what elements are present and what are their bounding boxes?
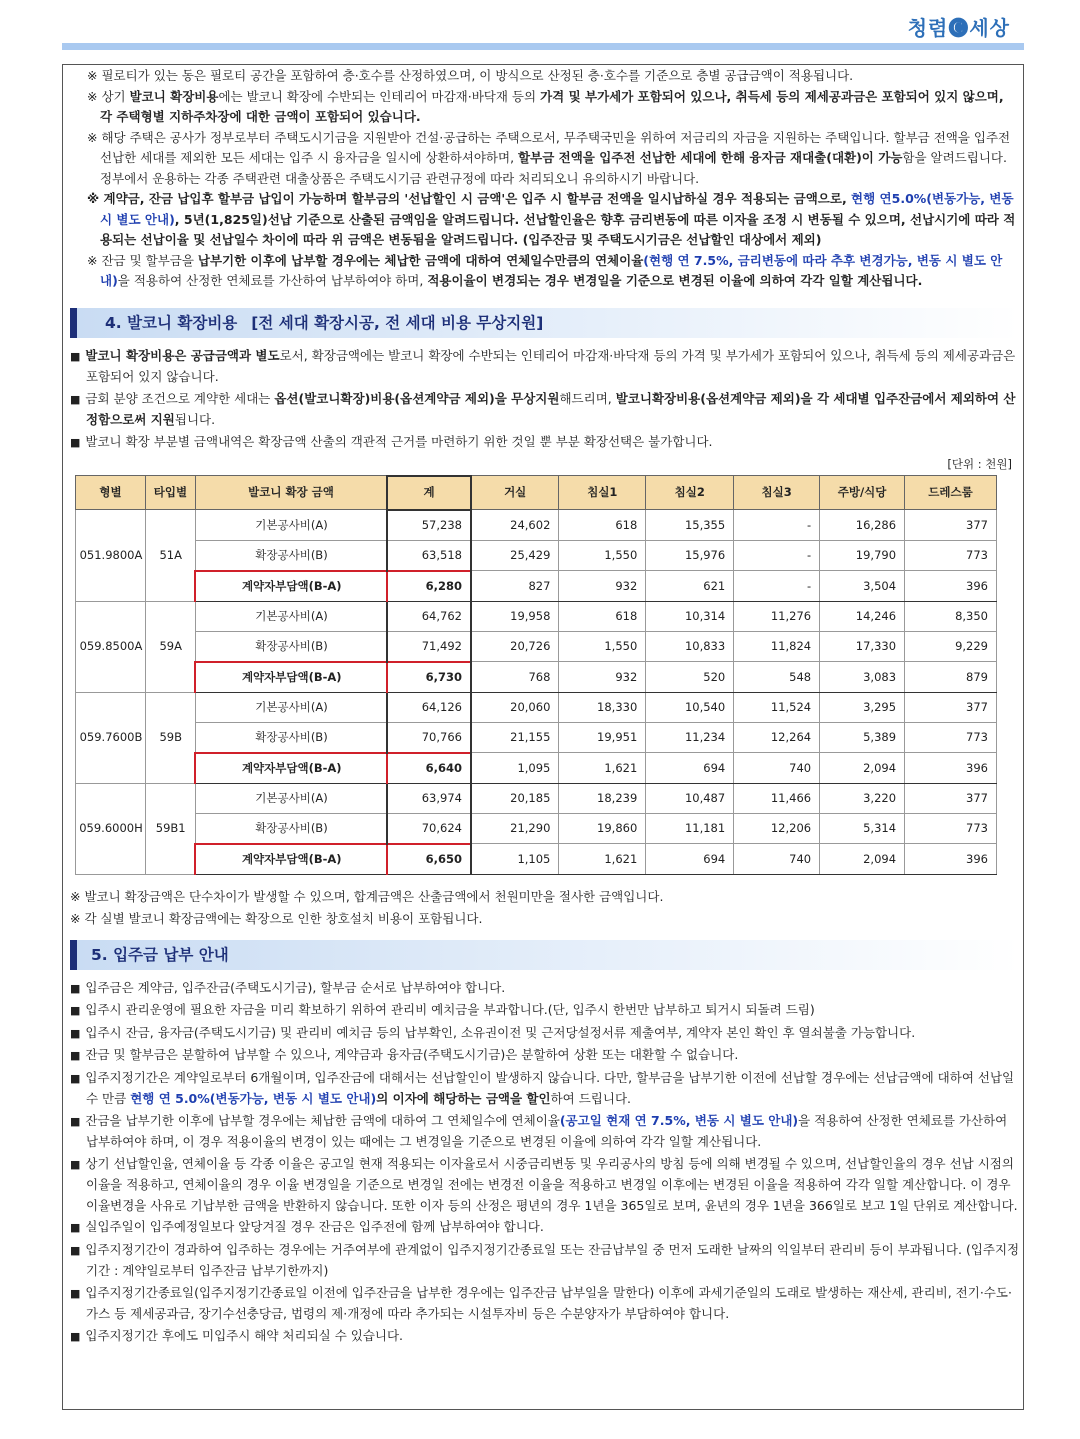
cell-value: 18,239: [559, 783, 646, 813]
cell-value: 71,492: [387, 631, 471, 662]
col-header: 침실1: [559, 476, 646, 510]
cell-housing-type: 051.9800A: [76, 510, 146, 602]
cell-value: 618: [559, 510, 646, 541]
col-header: 발코니 확장 금액: [195, 476, 387, 510]
table-row: [76, 540, 997, 571]
col-header: 주방/식당: [820, 476, 905, 510]
cell-value: 773: [905, 813, 997, 844]
cell-value: 3,504: [820, 571, 905, 602]
cell-value: 768: [471, 662, 559, 693]
cell-value: 5,314: [820, 813, 905, 844]
cell-value: 24,602: [471, 510, 559, 541]
cell-value: 19,790: [820, 540, 905, 571]
section-4-title: 4. 발코니 확장비용 [전 세대 확장시공, 전 세대 비용 무상지원]: [70, 308, 1020, 338]
cell-value: 57,238: [387, 510, 471, 541]
cell-value: 19,860: [559, 813, 646, 844]
table-row: [76, 753, 997, 784]
cell-value: 548: [734, 662, 820, 693]
cell-value: 1,550: [559, 540, 646, 571]
cell-cost-label: 기본공사비(A): [195, 601, 387, 631]
cell-value: 16,286: [820, 510, 905, 541]
cell-value: 64,762: [387, 601, 471, 631]
cell-value: 2,094: [820, 844, 905, 875]
cell-sub-type: 51A: [145, 510, 195, 602]
cell-cost-label: 확장공사비(B): [195, 631, 387, 662]
table-row: [76, 813, 997, 844]
cell-value: 694: [646, 844, 734, 875]
table-row: [76, 601, 997, 631]
cell-value: 15,355: [646, 510, 734, 541]
cell-value: 1,621: [559, 844, 646, 875]
table-row: [76, 783, 997, 813]
s5-bullet-5: ■ 입주지정기간은 계약일로부터 6개월이며, 입주잔금에 대해서는 선납할인이 발생하지 않습니다. 다만, 할부금을 납부기한 이전에 선납할 경우에는 선납금액에 대하여 선납일수 만큼 현행 연 5.0%(변동가능, 변동 시 별도 안내)의 이자에 해당하는 금액을 할인하여 드립니다.: [70, 1068, 1020, 1110]
cell-value: 11,824: [734, 631, 820, 662]
top-accent-bar: [62, 43, 1024, 50]
table-unit: [단위 : 천원]: [947, 457, 1012, 471]
cell-value: 11,181: [646, 813, 734, 844]
cell-cost-label: 계약자부담액(B-A): [195, 662, 387, 693]
cell-value: 10,540: [646, 692, 734, 722]
cell-cost-label: 계약자부담액(B-A): [195, 753, 387, 784]
cell-cost-label: 계약자부담액(B-A): [195, 571, 387, 602]
table-row: [76, 692, 997, 722]
s5-bullet-2: ■ 입주시 관리운영에 필요한 자금을 미리 확보하기 위하여 관리비 예치금을 부과합니다.(단, 입주시 한번만 납부하고 퇴거시 되돌려 드림): [70, 1000, 1020, 1022]
table-row: [76, 662, 997, 693]
cell-value: 19,951: [559, 722, 646, 753]
cell-value: 932: [559, 571, 646, 602]
table-row: [76, 510, 997, 541]
cell-cost-label: 확장공사비(B): [195, 813, 387, 844]
cell-value: 20,185: [471, 783, 559, 813]
cell-value: 396: [905, 571, 997, 602]
cell-value: 5,389: [820, 722, 905, 753]
cell-value: 8,350: [905, 601, 997, 631]
cell-value: 21,290: [471, 813, 559, 844]
cell-value: 618: [559, 601, 646, 631]
balcony-cost-table: [75, 475, 997, 875]
s5-bullet-4: ■ 잔금 및 할부금은 분할하여 납부할 수 있으나, 계약금과 융자금(주택도시기금)은 분할하여 상환 또는 대환할 수 없습니다.: [70, 1045, 1020, 1067]
cell-value: 377: [905, 510, 997, 541]
cell-value: 25,429: [471, 540, 559, 571]
cell-value: 11,234: [646, 722, 734, 753]
cell-cost-label: 확장공사비(B): [195, 722, 387, 753]
cell-value: 396: [905, 844, 997, 875]
cell-value: 2,094: [820, 753, 905, 784]
s5-bullet-8: ■ 실입주일이 입주예정일보다 앞당겨질 경우 잔금은 입주전에 함께 납부하여야 합니다.: [70, 1217, 1020, 1239]
page-content: [70, 66, 1020, 1348]
cell-value: 879: [905, 662, 997, 693]
cell-value: 3,083: [820, 662, 905, 693]
cell-value: 694: [646, 753, 734, 784]
section-5-title: 5. 입주금 납부 안내: [70, 940, 1020, 970]
cell-value: 396: [905, 753, 997, 784]
col-header: 침실3: [734, 476, 820, 510]
cell-value: -: [734, 571, 820, 602]
s5-bullet-6: ■ 잔금을 납부기한 이후에 납부할 경우에는 체납한 금액에 대하여 그 연체일수에 연체이율(공고일 현재 연 7.5%, 변동 시 별도 안내)을 적용하여 산정한 연체료를 가산하여 납부하여야 하며, 이 경우 적용이율의 변경이 있는 때에는 그 변경일을 기준으로 변경된 이율에 의하여 각각 일할 계산됩니다.: [70, 1111, 1020, 1153]
s5-bullet-10: ■ 입주지정기간종료일(입주지정기간종료일 이전에 입주잔금을 납부한 경우에는 입주잔금 납부일을 말한다) 이후에 과세기준일의 도래로 발생하는 재산세, 관리비, 전기·수도·가스 등 제세공과금, 장기수선충당금, 법령의 제·개정에 따라 추가되는 시설투자비 등은 수분양자가 부담하여야 합니다.: [70, 1283, 1020, 1325]
cell-cost-label: 기본공사비(A): [195, 783, 387, 813]
cell-cost-label: 기본공사비(A): [195, 510, 387, 541]
cell-value: 64,126: [387, 692, 471, 722]
cell-value: 740: [734, 844, 820, 875]
note-prepay-discount: ※ 계약금, 잔금 납입후 할부금 납입이 가능하며 할부금의 '선납할인 시 금액'은 입주 시 할부금 전액을 일시납하실 경우 적용되는 금액으로, 현행 연5.0%(변동가능, 변동 시 별도 안내), 5년(1,825일)선납 기준으로 산출된 금액임을 알려드립니다. 선납할인율은 향후 금리변동에 따른 이자율 조정 시 변동될 수 있으며, 선납시기에 따라 적용되는 선납이율 및 선납일수 차이에 따라 위 금액은 변동됨을 알려드립니다. (입주잔금 및 주택도시기금은 선납할인 대상에서 제외): [87, 191, 1016, 247]
cell-value: 520: [646, 662, 734, 693]
cell-value: 827: [471, 571, 559, 602]
cell-value: 9,229: [905, 631, 997, 662]
cell-sub-type: 59B: [145, 692, 195, 783]
cell-value: 1,095: [471, 753, 559, 784]
s5-bullet-11: ■ 입주지정기간 후에도 미입주시 해약 처리되실 수 있습니다.: [70, 1326, 1020, 1348]
cell-housing-type: 059.6000H: [76, 783, 146, 874]
s5-bullet-7: ■ 상기 선납할인율, 연체이율 등 각종 이율은 공고일 현재 적용되는 이자율로서 시중금리변동 및 우리공사의 방침 등에 의해 변경될 수 있으며, 선납할인율의 경우 선납 시점의 이율을 적용하고, 연체이율의 경우 이율 변경일을 기준으로 변경일 전에는 변경전 이율을 적용하고 변경일 이후에는 변경된 이율을 적용하여 각각 일할 계산합니다. 이 경우 이율변경을 사유로 기납부한 금액을 반환하지 않습니다. 또한 이자 등의 산정은 평년의 경우 1년을 365일로 보며, 윤년의 경우 1년을 366일로 보고 1일 단위로 계산합니다.: [70, 1154, 1020, 1217]
cell-value: 377: [905, 692, 997, 722]
cell-housing-type: 059.8500A: [76, 601, 146, 692]
cell-value: 20,060: [471, 692, 559, 722]
table-row: [76, 844, 997, 875]
s4-bullet-3: ■ 발코니 확장 부분별 금액내역은 확장금액 산출의 객관적 근거를 마련하기 위한 것일 뿐 부분 확장선택은 불가합니다.: [70, 432, 1020, 454]
cell-value: 11,466: [734, 783, 820, 813]
s5-bullet-9: ■ 입주지정기간이 경과하여 입주하는 경우에는 거주여부에 관계없이 입주지정기간종료일 또는 잔금납부일 중 먼저 도래한 날짜의 익일부터 관리비 등이 부과됩니다. (입주지정기간 : 계약일로부터 입주잔금 납부기한까지): [70, 1240, 1020, 1282]
cell-value: 63,518: [387, 540, 471, 571]
s4-bullet-1: ■ 발코니 확장비용은 공급금액과 별도로서, 확장금액에는 발코니 확장에 수반되는 인테리어 마감재·바닥재 등의 가격 및 부가세가 포함되어 있으나, 취득세 등의 제세공과금은 포함되어 있지 않습니다.: [70, 346, 1020, 388]
col-header: 형별: [76, 476, 146, 510]
cell-value: 3,220: [820, 783, 905, 813]
cell-value: 1,550: [559, 631, 646, 662]
cell-value: 15,976: [646, 540, 734, 571]
cell-cost-label: 확장공사비(B): [195, 540, 387, 571]
cell-value: 740: [734, 753, 820, 784]
s5-bullet-3: ■ 입주시 잔금, 융자금(주택도시기금) 및 관리비 예치금 등의 납부확인, 소유권이전 및 근저당설정서류 제출여부, 계약자 본인 확인 후 열쇠불출 가능합니다.: [70, 1023, 1020, 1045]
cell-value: 6,730: [387, 662, 471, 693]
cell-value: 1,621: [559, 753, 646, 784]
col-header: 침실2: [646, 476, 734, 510]
cell-value: -: [734, 510, 820, 541]
cell-value: 21,155: [471, 722, 559, 753]
cell-value: 11,276: [734, 601, 820, 631]
cell-value: 932: [559, 662, 646, 693]
cell-housing-type: 059.7600B: [76, 692, 146, 783]
brand-logo: 청렴🅒세상: [907, 16, 1010, 40]
cell-value: 10,487: [646, 783, 734, 813]
cell-value: 14,246: [820, 601, 905, 631]
cell-value: 20,726: [471, 631, 559, 662]
cell-value: 377: [905, 783, 997, 813]
cell-value: 18,330: [559, 692, 646, 722]
cell-value: 19,958: [471, 601, 559, 631]
col-header: 거실: [471, 476, 559, 510]
cell-value: 3,295: [820, 692, 905, 722]
cell-value: 12,206: [734, 813, 820, 844]
table-footnote-1: ※ 발코니 확장금액은 단수차이가 발생할 수 있으며, 합계금액은 산출금액에서 천원미만을 절사한 금액입니다.: [70, 888, 664, 904]
s5-bullet-1: ■ 입주금은 계약금, 입주잔금(주택도시기금), 할부금 순서로 납부하여야 합니다.: [70, 978, 1020, 1000]
cell-value: -: [734, 540, 820, 571]
table-row: [76, 722, 997, 753]
cell-value: 70,624: [387, 813, 471, 844]
col-header: 드레스룸: [905, 476, 997, 510]
cell-sub-type: 59A: [145, 601, 195, 692]
table-footnote-2: ※ 각 실별 발코니 확장금액에는 확장으로 인한 창호설치 비용이 포함됩니다.: [70, 911, 483, 926]
s4-bullet-2: ■ 금회 분양 조건으로 계약한 세대는 옵션(발코니확장)비용(옵션계약금 제외)을 무상지원해드리며, 발코니확장비용(옵션계약금 제외)을 각 세대별 입주잔금에서 제외하여 산정함으로써 지원됩니다.: [70, 389, 1020, 431]
cell-value: 773: [905, 540, 997, 571]
cell-cost-label: 계약자부담액(B-A): [195, 844, 387, 875]
note-piloti: ※ 필로티가 있는 동은 필로티 공간을 포함하여 층·호수를 산정하였으며, 이 방식으로 산정된 층·호수를 기준으로 층별 공급금액이 적용됩니다.: [87, 68, 854, 83]
cell-value: 773: [905, 722, 997, 753]
cell-cost-label: 기본공사비(A): [195, 692, 387, 722]
cell-value: 6,280: [387, 571, 471, 602]
cell-value: 63,974: [387, 783, 471, 813]
cell-value: 10,833: [646, 631, 734, 662]
cell-sub-type: 59B1: [145, 783, 195, 874]
note-fund-loan: ※ 해당 주택은 공사가 정부로부터 주택도시기금을 지원받아 건설·공급하는 주택으로서, 무주택국민을 위하여 저금리의 자금을 지원하는 주택입니다. 할부금 전액을 입주전 선납한 세대를 제외한 모든 세대는 입주 시 융자금을 일시에 상환하셔야하며, 할부금 전액을 입주전 선납한 세대에 한해 융자금 재대출(대환)이 가능함을 알려드립니다. 정부에서 운용하는 각종 주택관련 대출상품은 주택도시기금 관련규정에 따라 처리되오니 유의하시기 바랍니다.: [87, 129, 1011, 186]
cell-value: 11,524: [734, 692, 820, 722]
cell-value: 12,264: [734, 722, 820, 753]
table-row: [76, 571, 997, 602]
cell-value: 6,640: [387, 753, 471, 784]
note-balcony-cost: ※ 상기 발코니 확장비용에는 발코니 확장에 수반되는 인테리어 마감재·바닥재 등의 가격 및 부가세가 포함되어 있으나, 취득세 등의 제세공과금은 포함되어 있지 않으며, 각 주택형별 지하주차장에 대한 금액이 포함되어 있습니다.: [87, 88, 1004, 124]
col-header: 타입별: [145, 476, 195, 510]
col-header: 계: [387, 476, 471, 510]
cell-value: 70,766: [387, 722, 471, 753]
cell-value: 10,314: [646, 601, 734, 631]
table-header-row: [76, 476, 997, 510]
cell-value: 621: [646, 571, 734, 602]
cell-value: 17,330: [820, 631, 905, 662]
table-row: [76, 631, 997, 662]
cell-value: 6,650: [387, 844, 471, 875]
cell-value: 1,105: [471, 844, 559, 875]
note-late-fee: ※ 잔금 및 할부금을 납부기한 이후에 납부할 경우에는 체납한 금액에 대하여 연체일수만큼의 연체이율(현행 연 7.5%, 금리변동에 따라 추후 변경가능, 변동 시 별도 안내)을 적용하여 산정한 연체료를 가산하여 납부하여야 하며, 적용이율이 변경되는 경우 변경일을 기준으로 변경된 이율에 의하여 각각 일할 계산됩니다.: [87, 252, 1003, 288]
